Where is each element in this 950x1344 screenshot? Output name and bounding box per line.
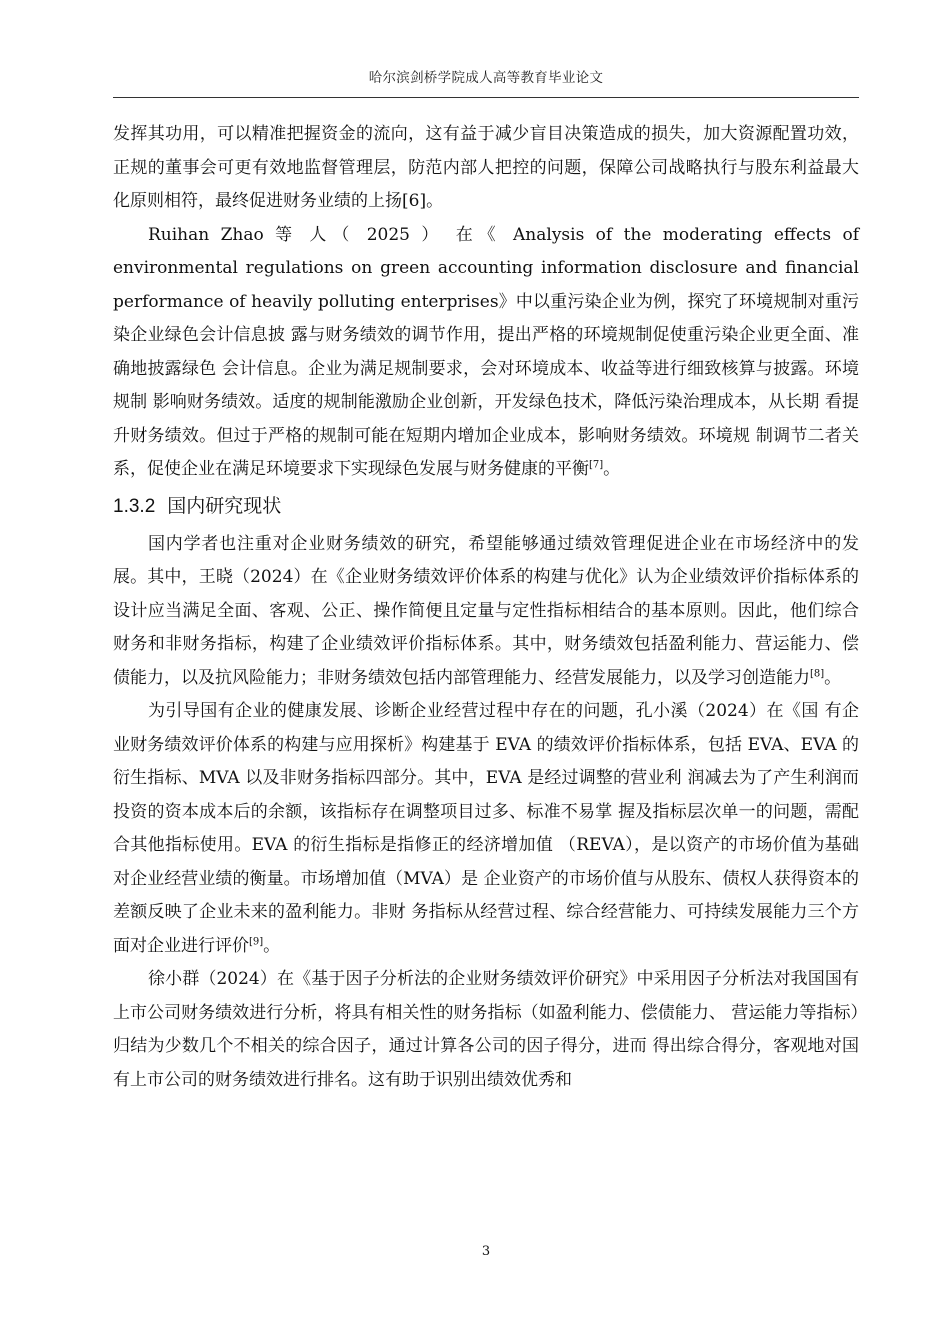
header-rule (113, 97, 859, 98)
paragraph-tail: 。 (824, 667, 842, 688)
paragraph-text: 为引导国有企业的健康发展、诊断企业经营过程中存在的问题，孔小溪（2024）在《国 有企业财务绩效评价体系的构建与应用探析》构建基于 EVA 的绩效评价指标体系，包括 EVA、EVA 的衍生指标、MVA 以及非财务指标四部分。其中，EVA 是经过调整的营业利 润减去为了产生利润而投资的资本成本后的余额，该指标存在调整项目过多、标准不易掌 握及指标层次单一的问题，需配合其他指标使用。EVA 的衍生指标是指修正的经济增加值 （REVA），是以资产的市场价值为基础对企业经营业绩的衡量。市场增加值（MVA）是 企业资产的市场价值与从股东、债权人获得资本的差额反映了企业未来的盈利能力。非财 务指标从经营过程、综合经营能力、可持续发展能力三个方面对企业进行评价 (113, 701, 859, 956)
paragraph-kong-2024 (113, 695, 859, 963)
body-text (113, 118, 859, 1097)
paragraph-text: 国内学者也注重对企业财务绩效的研究，希望能够通过绩效管理促进企业在市场经济中的发展。其中，王晓（2024）在《企业财务绩效评价体系的构建与优化》认为企业绩效评价指标体系的设计应当满足全面、客观、公正、操作简便且定量与定性指标相结合的基本原则。因此，他们综合财务和非财务指标，构建了企业绩效评价指标体系。其中，财务绩效包括盈利能力、营运能力、偿债能力，以及抗风险能力；非财务绩效包括内部管理能力、经营发展能力，以及学习创造能力 (113, 533, 859, 688)
section-heading (113, 489, 859, 524)
paragraph-continuation (113, 118, 859, 219)
paragraph-text: 发挥其功用，可以精准把握资金的流向，这有益于减少盲目决策造成的损失，加大资源配置功效，正规的董事会可更有效地监督管理层，防范内部人把控的问题，保障公司战略执行与股东利益最大化原则相符，最终促进财务业绩的上扬[6]。 (113, 124, 859, 211)
page-header: 哈尔滨剑桥学院成人高等教育毕业论文 (368, 70, 604, 86)
citation: [8] (810, 667, 825, 679)
citation: [7] (589, 459, 604, 471)
paragraph-tail: 。 (603, 459, 621, 479)
paragraph-text: Ruihan Zhao 等 人（ 2025 ） 在《 Analysis of the moderating effects of environmental regulations on green accounting information disclosure and financial performance of heavily polluting enterprises》中以重污染企业为例，探究了环境规制对重污染企业绿色会计信息披 露与财务绩效的调节作用，提出严格的环境规制促使重污染企业更全面、准确地披露绿色 会计信息。企业为满足规制要求，会对环境成本、收益等进行细致核算与披露。环境规制 影响财务绩效。适度的规制能激励企业创新，开发绿色技术，降低污染治理成本，从长期 看提升财务绩效。但过于严格的规制可能在短期内增加企业成本，影响财务绩效。环境规 制调节二者关系，促使企业在满足环境要求下实现绿色发展与财务健康的平衡 (113, 224, 859, 479)
section-title: 国内研究现状 (167, 494, 282, 517)
paragraph-text: 徐小群（2024）在《基于因子分析法的企业财务绩效评价研究》中采用因子分析法对我国国有上市公司财务绩效进行分析，将具有相关性的财务指标（如盈利能力、偿债能力、 营运能力等指标）归结为少数几个不相关的综合因子，通过计算各公司的因子得分，进而 得出综合得分，客观地对国有上市公司的财务绩效进行排名。这有助于识别出绩效优秀和 (113, 969, 859, 1090)
paragraph-tail: 。 (263, 935, 281, 956)
section-number: 1.3.2 (113, 495, 156, 517)
paragraph-wang-2024 (113, 528, 859, 696)
paragraph-xu-2024 (113, 963, 859, 1097)
citation: [9] (249, 935, 264, 947)
paragraph-zhao-2025 (113, 219, 859, 487)
page-number: 3 (481, 1244, 491, 1259)
